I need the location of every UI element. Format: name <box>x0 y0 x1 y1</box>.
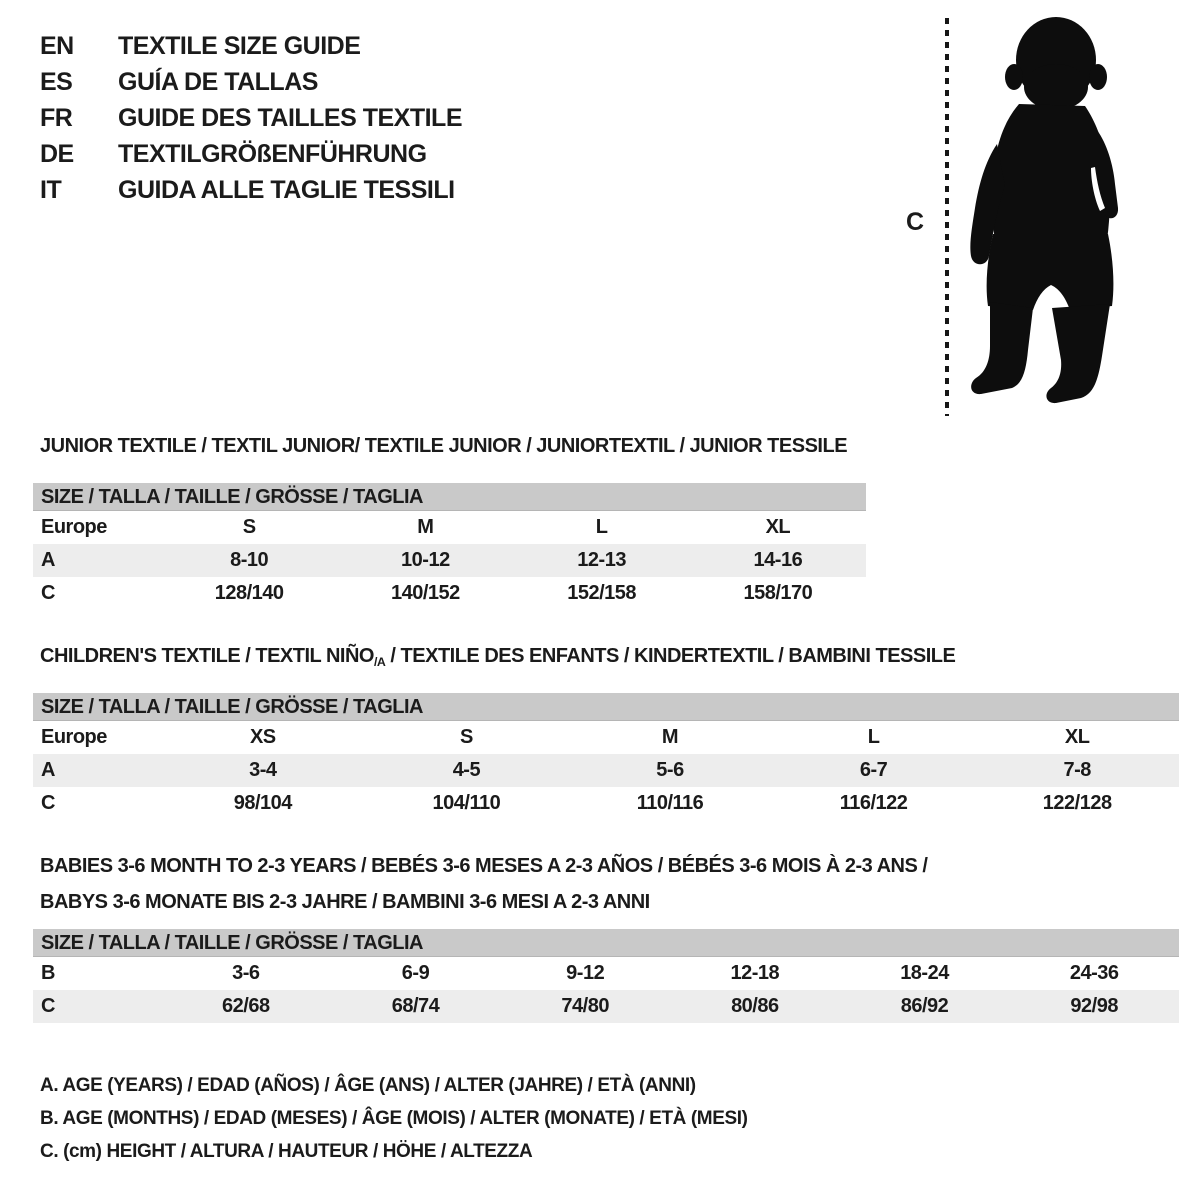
height-measure-label: C <box>906 208 925 236</box>
table-cell: 12-18 <box>730 962 780 984</box>
row-label: B <box>41 962 55 984</box>
table-cell: 152/158 <box>567 582 637 604</box>
height-measure-figure <box>900 12 1170 424</box>
table-cell: 80/86 <box>731 995 779 1017</box>
children-section-title: CHILDREN'S TEXTILE / TEXTIL $NIÑO_{/A}$ / TEXTILE DES ENFANTS / KINDERTEXTIL / BAMBINI TESSILE <box>40 645 956 669</box>
language-code: FR <box>40 104 73 132</box>
table-cell: 24-36 <box>1069 962 1119 984</box>
row-label: Europe <box>41 726 107 748</box>
toddler-silhouette-icon <box>958 12 1140 417</box>
row-label: C <box>41 792 55 814</box>
table-cell: 4-5 <box>452 759 481 781</box>
table-row-age <box>33 544 866 577</box>
table-cell: 12-13 <box>577 549 626 571</box>
size-header-bar: SIZE / TALLA / TAILLE / GRÖSSE / TAGLIA <box>33 693 1179 721</box>
guide-title: GUIDA ALLE TAGLIE TESSILI <box>118 176 455 204</box>
language-code: IT <box>40 176 62 204</box>
babies-section-title <box>40 848 927 920</box>
table-row-europe <box>33 511 866 544</box>
table-cell: 86/92 <box>900 995 949 1017</box>
language-row <box>40 100 462 136</box>
legend-age-years: A. AGE (YEARS) / EDAD (AÑOS) / ÂGE (ANS) / ALTER (JAHRE) / ETÀ (ANNI) <box>40 1075 696 1096</box>
language-code: ES <box>40 68 73 96</box>
table-cell: 98/104 <box>233 792 292 814</box>
nino-a-subscript: /A <box>373 655 386 669</box>
table-cell: 3-4 <box>249 759 277 781</box>
table-cell: 122/128 <box>1042 792 1112 814</box>
table-cell: 116/122 <box>839 792 908 814</box>
row-label: A <box>41 759 55 781</box>
table-cell: 68/74 <box>391 995 440 1017</box>
table-cell: XL <box>765 516 791 538</box>
table-cell: 104/110 <box>432 792 501 814</box>
table-cell: 3-6 <box>232 962 260 984</box>
table-cell: 7-8 <box>1063 759 1091 781</box>
language-row <box>40 172 462 208</box>
table-row-europe <box>33 721 1179 754</box>
junior-section-title: JUNIOR TEXTILE / TEXTIL JUNIOR/ TEXTILE JUNIOR / JUNIORTEXTIL / JUNIOR TESSILE <box>40 435 848 457</box>
measure-legend <box>40 1069 748 1168</box>
language-row <box>40 64 462 100</box>
legend-height-cm: C. (cm) HEIGHT / ALTURA / HAUTEUR / HÖHE / ALTEZZA <box>40 1141 533 1162</box>
table-cell: 6-7 <box>859 759 888 781</box>
size-header-bar: SIZE / TALLA / TAILLE / GRÖSSE / TAGLIA <box>33 483 866 511</box>
row-label: A <box>41 549 55 571</box>
table-cell: L <box>867 726 880 748</box>
legend-age-months: B. AGE (MONTHS) / EDAD (MESES) / ÂGE (MOIS) / ALTER (MONATE) / ETÀ (MESI) <box>40 1108 748 1129</box>
size-header-bar: SIZE / TALLA / TAILLE / GRÖSSE / TAGLIA <box>33 929 1179 957</box>
table-row-age-months <box>33 957 1179 990</box>
language-code: DE <box>40 140 74 168</box>
table-cell: L <box>595 516 608 538</box>
babies-title-line2: BABYS 3-6 MONATE BIS 2-3 JAHRE / BAMBINI 3-6 MESI A 2-3 ANNI <box>40 891 650 913</box>
row-label: Europe <box>41 516 107 538</box>
language-title-list <box>40 28 462 208</box>
table-cell: 92/98 <box>1070 995 1118 1017</box>
junior-size-table <box>33 483 866 610</box>
table-cell: XS <box>249 726 276 748</box>
table-cell: 18-24 <box>900 962 949 984</box>
table-cell: M <box>661 726 679 748</box>
table-cell: S <box>459 726 473 748</box>
babies-size-table <box>33 929 1179 1023</box>
children-size-table <box>33 693 1179 820</box>
language-row <box>40 28 462 64</box>
language-row <box>40 136 462 172</box>
table-cell: 128/140 <box>214 582 284 604</box>
row-label: C <box>41 995 55 1017</box>
table-cell: 140/152 <box>390 582 460 604</box>
table-cell: 6-9 <box>401 962 430 984</box>
guide-title: TEXTILE SIZE GUIDE <box>118 32 361 60</box>
table-cell: 74/80 <box>561 995 609 1017</box>
table-row-age <box>33 754 1179 787</box>
table-row-height <box>33 990 1179 1023</box>
table-cell: 9-12 <box>566 962 605 984</box>
table-cell: XL <box>1064 726 1090 748</box>
table-cell: 10-12 <box>401 549 450 571</box>
table-cell: S <box>242 516 256 538</box>
guide-title: GUÍA DE TALLAS <box>118 68 318 96</box>
table-cell: 110/116 <box>636 792 704 814</box>
table-row-height <box>33 787 1179 820</box>
table-cell: 158/170 <box>743 582 813 604</box>
guide-title: GUIDE DES TAILLES TEXTILE <box>118 104 463 132</box>
babies-title-line1: BABIES 3-6 MONTH TO 2-3 YEARS / BEBÉS 3-6 MESES A 2-3 AÑOS / BÉBÉS 3-6 MOIS À 2-3 ANS / <box>40 855 928 877</box>
guide-title: TEXTILGRÖßENFÜHRUNG <box>118 140 427 168</box>
table-cell: 8-10 <box>230 549 269 571</box>
table-row-height <box>33 577 866 610</box>
table-cell: 5-6 <box>656 759 684 781</box>
table-cell: M <box>417 516 434 538</box>
table-cell: 62/68 <box>222 995 270 1017</box>
language-code: EN <box>40 32 74 60</box>
height-dashed-line <box>945 18 949 416</box>
table-cell: 14-16 <box>753 549 803 571</box>
row-label: C <box>41 582 55 604</box>
